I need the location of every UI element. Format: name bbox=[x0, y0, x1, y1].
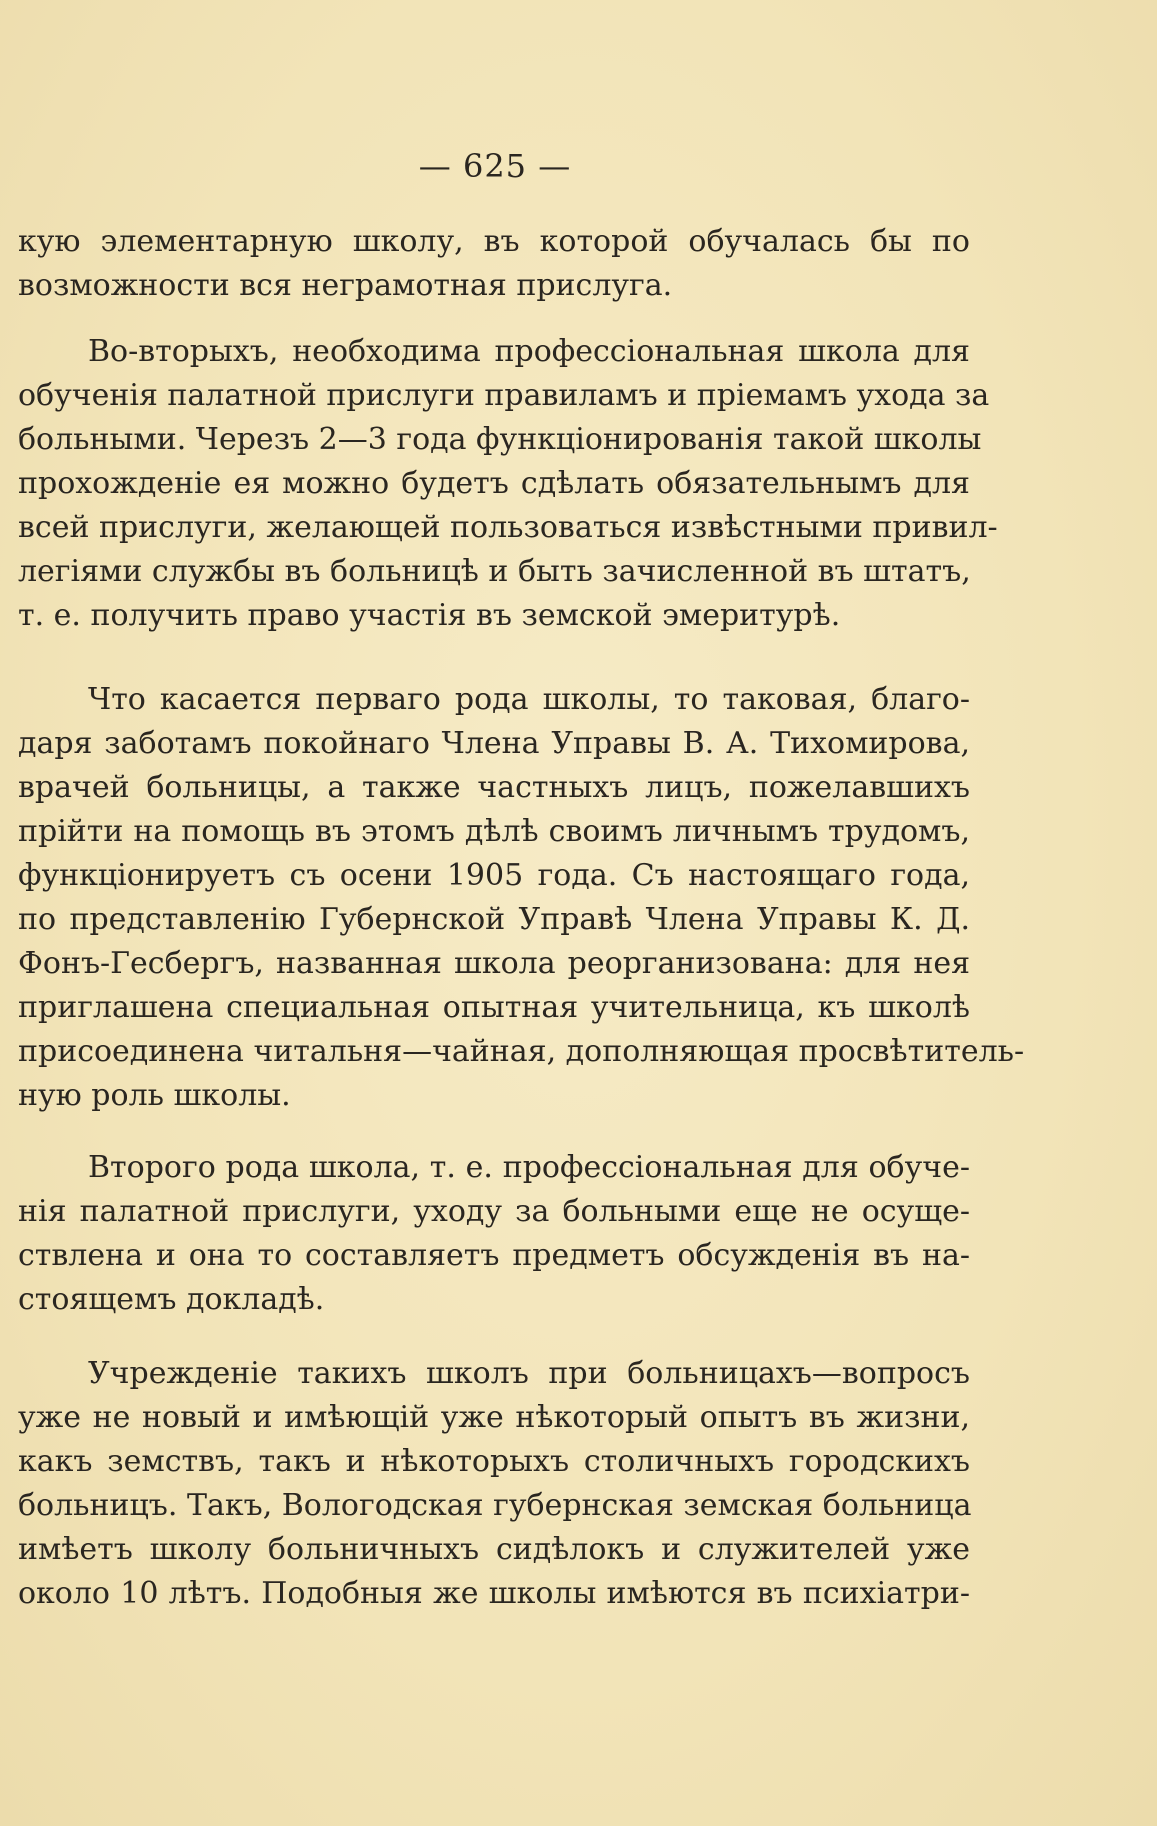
text-line: больными. Черезъ 2—3 года функціонированія такой школы bbox=[18, 422, 982, 457]
text-line: приглашена специальная опытная учительница, къ школѣ bbox=[18, 990, 970, 1025]
text-line: имѣетъ школу больничныхъ сидѣлокъ и служителей уже bbox=[18, 1532, 970, 1567]
text-line: Второго рода школа, т. е. профессіональная для обуче- bbox=[88, 1150, 970, 1185]
text-line: прохожденіе ея можно будетъ сдѣлать обязательнымъ для bbox=[18, 466, 970, 501]
text-line: уже не новый и имѣющій уже нѣкоторый опытъ въ жизни, bbox=[18, 1400, 970, 1435]
text-line: нія палатной прислуги, уходу за больными еще не осуще- bbox=[18, 1194, 970, 1229]
text-line: какъ земствъ, такъ и нѣкоторыхъ столичныхъ городскихъ bbox=[18, 1444, 970, 1479]
text-line: около 10 лѣтъ. Подобныя же школы имѣются въ психіатри- bbox=[18, 1576, 970, 1611]
text-line: Во-вторыхъ, необходима профессіональная школа для bbox=[88, 334, 970, 369]
text-line: больницъ. Такъ, Вологодская губернская земская больница bbox=[18, 1488, 972, 1523]
text-line: ствлена и она то составляетъ предметъ обсужденія въ на- bbox=[18, 1238, 970, 1273]
text-line: Учрежденіе такихъ школъ при больницахъ—вопросъ bbox=[88, 1356, 970, 1391]
text-line: Что касается перваго рода школы, то таковая, благо- bbox=[88, 682, 970, 717]
text-line: Фонъ-Гесбергъ, названная школа реорганизована: для нея bbox=[18, 946, 970, 981]
text-line: даря заботамъ покойнаго Члена Управы В. А. Тихомирова, bbox=[18, 726, 970, 761]
text-line: присоединена читальня—чайная, дополняющая просвѣтитель- bbox=[18, 1034, 1025, 1069]
text-line: врачей больницы, а также частныхъ лицъ, пожелавшихъ bbox=[18, 770, 970, 805]
text-line: обученія палатной прислуги правиламъ и пріемамъ ухода за bbox=[18, 378, 990, 413]
text-line: стоящемъ докладѣ. bbox=[18, 1282, 325, 1317]
text-line: по представленію Губернской Управѣ Члена Управы К. Д. bbox=[18, 902, 970, 937]
text-line: легіями службы въ больницѣ и быть зачисленной въ штатъ, bbox=[18, 554, 971, 589]
text-line: т. е. получить право участія въ земской эмеритурѣ. bbox=[18, 598, 841, 633]
text-line: прійти на помощь въ этомъ дѣлѣ своимъ личнымъ трудомъ, bbox=[18, 814, 970, 849]
text-line: функціонируетъ съ осени 1905 года. Съ настоящаго года, bbox=[18, 858, 970, 893]
text-line: ную роль школы. bbox=[18, 1078, 291, 1113]
text-line: всей прислуги, желающей пользоваться извѣстными привил- bbox=[18, 510, 998, 545]
text-line: кую элементарную школу, въ которой обучалась бы по bbox=[18, 224, 970, 259]
page-number: — 625 — bbox=[418, 147, 572, 185]
text-line: возможности вся неграмотная прислуга. bbox=[18, 268, 673, 303]
